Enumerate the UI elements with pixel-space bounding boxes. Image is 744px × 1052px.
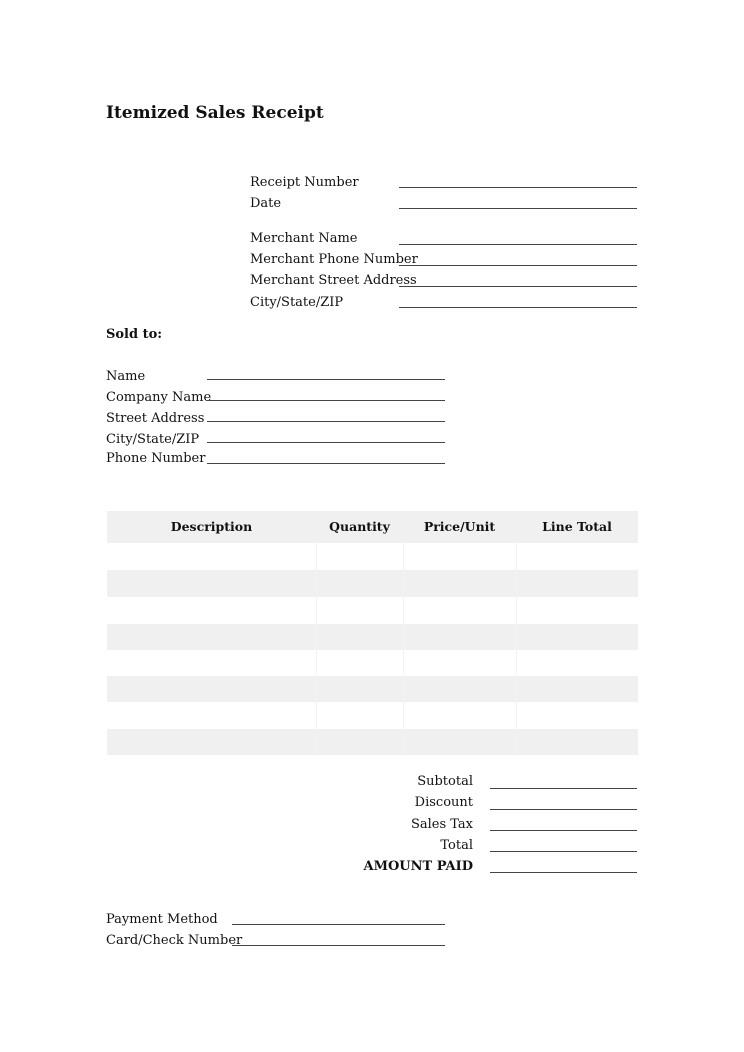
table-row[interactable] <box>107 597 638 624</box>
merchant-phone-label: Merchant Phone Number <box>250 252 418 267</box>
customer-name-label: Name <box>106 369 146 384</box>
merchant-city-field[interactable] <box>399 307 637 308</box>
customer-name-field[interactable] <box>207 379 445 380</box>
header-line-total: Line Total <box>542 519 612 534</box>
total-field[interactable] <box>490 851 637 852</box>
payment-method-label: Payment Method <box>106 912 218 927</box>
subtotal-field[interactable] <box>490 788 637 789</box>
customer-city-field[interactable] <box>207 442 445 443</box>
sales-tax-label: Sales Tax <box>410 817 473 832</box>
header-description: Description <box>170 519 253 534</box>
merchant-street-label: Merchant Street Address <box>250 273 417 288</box>
street-address-label: Street Address <box>106 411 205 426</box>
date-label: Date <box>250 196 282 211</box>
discount-field[interactable] <box>490 809 637 810</box>
date-field[interactable] <box>399 208 637 209</box>
merchant-name-label: Merchant Name <box>250 231 358 246</box>
phone-number-label: Phone Number <box>106 451 206 466</box>
total-label: Total <box>440 838 473 853</box>
table-row[interactable] <box>107 650 638 676</box>
customer-city-label: City/State/ZIP <box>106 432 200 447</box>
company-name-label: Company Name <box>106 390 212 405</box>
table-row[interactable] <box>107 570 638 597</box>
table-row[interactable] <box>107 676 638 702</box>
sold-to-heading: Sold to: <box>106 327 163 342</box>
header-price-unit: Price/Unit <box>423 519 496 534</box>
table-row[interactable] <box>107 729 638 755</box>
receipt-number-label: Receipt Number <box>250 175 359 190</box>
table-row[interactable] <box>107 702 638 729</box>
amount-paid-field[interactable] <box>490 872 637 873</box>
phone-number-field[interactable] <box>207 463 445 464</box>
column-divider <box>403 543 404 755</box>
column-divider <box>316 543 317 755</box>
payment-method-field[interactable] <box>232 924 445 925</box>
merchant-city-label: City/State/ZIP <box>250 295 344 310</box>
page-title: Itemized Sales Receipt <box>106 103 324 123</box>
merchant-phone-field[interactable] <box>399 265 637 266</box>
table-header <box>107 511 638 543</box>
subtotal-label: Subtotal <box>417 774 473 789</box>
sales-tax-field[interactable] <box>490 830 637 831</box>
discount-label: Discount <box>414 795 473 810</box>
merchant-street-field[interactable] <box>399 286 637 287</box>
amount-paid-label: AMOUNT PAID <box>363 859 473 874</box>
merchant-name-field[interactable] <box>399 244 637 245</box>
card-check-number-field[interactable] <box>232 945 445 946</box>
table-row[interactable] <box>107 624 638 650</box>
card-check-number-label: Card/Check Number <box>106 933 243 948</box>
header-quantity: Quantity <box>329 519 390 534</box>
street-address-field[interactable] <box>207 421 445 422</box>
column-divider <box>516 543 517 755</box>
receipt-number-field[interactable] <box>399 187 637 188</box>
company-name-field[interactable] <box>207 400 445 401</box>
items-table <box>107 511 638 755</box>
table-row[interactable] <box>107 543 638 570</box>
